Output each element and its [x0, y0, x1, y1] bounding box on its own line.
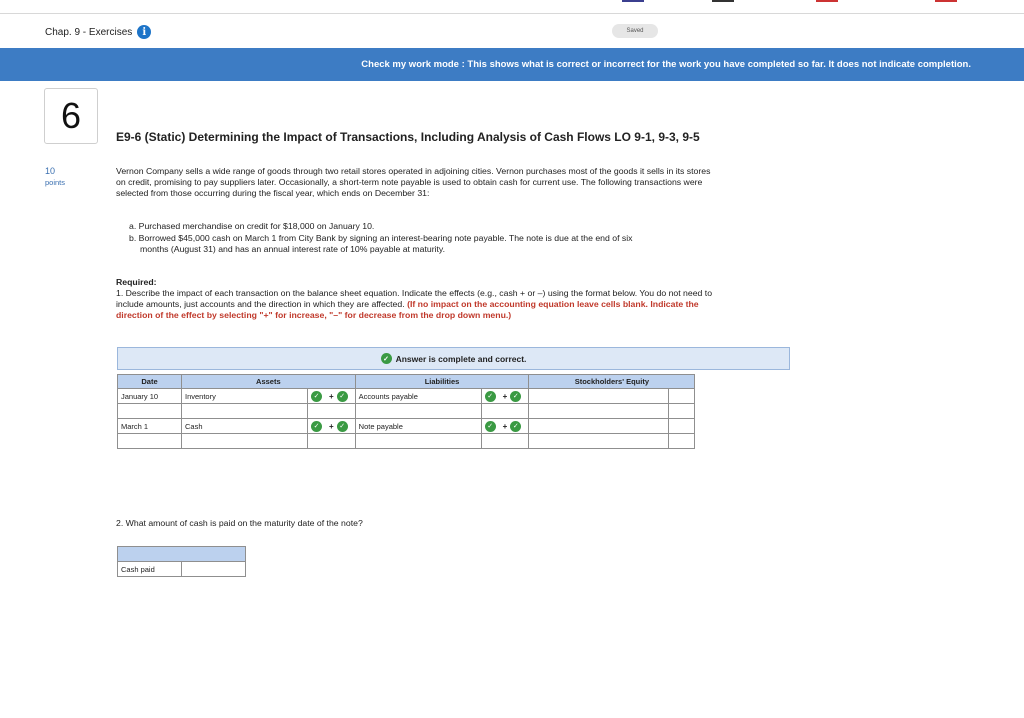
question-number: 6	[44, 88, 98, 144]
liability-sign-cell[interactable]	[481, 419, 529, 434]
check-icon: ✓	[510, 391, 521, 402]
equity-account-cell[interactable]	[529, 389, 669, 404]
asset-account-cell[interactable]	[182, 404, 308, 419]
required-instructions	[116, 288, 716, 321]
check-icon: ✓	[510, 421, 521, 432]
header-liabilities: Liabilities	[355, 375, 529, 389]
cash-paid-input[interactable]	[182, 562, 246, 577]
liability-account-cell[interactable]: Note payable	[355, 419, 481, 434]
asset-sign-cell[interactable]	[308, 404, 356, 419]
equity-sign-cell[interactable]	[669, 434, 695, 449]
header-equity: Stockholders' Equity	[529, 375, 695, 389]
check-icon: ✓	[485, 421, 496, 432]
table-row	[118, 404, 695, 419]
liability-sign[interactable]: +	[502, 391, 508, 401]
table-row	[118, 434, 695, 449]
check-icon: ✓	[311, 391, 322, 402]
info-icon[interactable]: i	[137, 25, 151, 39]
asset-sign-cell[interactable]	[308, 434, 356, 449]
cash-table-header	[118, 547, 246, 562]
answer-status-bar	[117, 347, 790, 370]
toolbar-mark-icon	[816, 0, 838, 2]
answer-status-text: Answer is complete and correct.	[395, 353, 527, 364]
liability-sign[interactable]: +	[502, 421, 508, 431]
toolbar-mark-icon	[622, 0, 644, 2]
asset-account-cell[interactable]: Inventory	[182, 389, 308, 404]
table-row	[118, 389, 695, 404]
toolbar-mark-icon	[712, 0, 734, 2]
toolbar-mark-icon	[935, 0, 957, 2]
table-header-row	[118, 375, 695, 389]
chapter-title[interactable]	[45, 25, 151, 39]
equity-sign-cell[interactable]	[669, 419, 695, 434]
liability-account-cell[interactable]	[355, 434, 481, 449]
table-row	[118, 562, 246, 577]
check-icon: ✓	[337, 391, 348, 402]
required-text: 1. Describe the impact of each transaction on the balance sheet equation. Indicate the effects (e.g., cash + or –) using the format below. You do not need to include amounts, just accounts and the direction in which they are affected.	[116, 288, 713, 309]
equity-account-cell[interactable]	[529, 404, 669, 419]
points-value: 10	[45, 166, 56, 176]
liability-sign-cell[interactable]	[481, 404, 529, 419]
points-label: points	[45, 178, 66, 187]
liability-account-cell[interactable]	[355, 404, 481, 419]
cash-paid-table	[117, 546, 246, 577]
asset-sign[interactable]: +	[329, 421, 334, 431]
saved-status-badge: Saved	[612, 24, 658, 38]
liability-account-cell[interactable]: Accounts payable	[355, 389, 481, 404]
date-cell[interactable]	[118, 404, 182, 419]
asset-sign[interactable]: +	[329, 391, 334, 401]
date-cell[interactable]: March 1	[118, 419, 182, 434]
check-work-banner	[0, 48, 1024, 81]
top-strip	[0, 0, 1024, 14]
question-2-text: 2. What amount of cash is paid on the maturity date of the note?	[116, 518, 363, 528]
equity-account-cell[interactable]	[529, 419, 669, 434]
asset-sign-cell[interactable]	[308, 419, 356, 434]
balance-sheet-table	[117, 374, 695, 449]
asset-sign-cell[interactable]	[308, 389, 356, 404]
chapter-title-text[interactable]: Chap. 9 - Exercises	[45, 26, 133, 38]
transaction-b	[129, 233, 729, 255]
header-date: Date	[118, 375, 182, 389]
required-note: (If no impact on the accounting equation leave cells blank. Indicate the direction of the effect by selecting "+" for increase, "–" for decrease from the drop down menu.)	[116, 299, 699, 320]
assignment-header	[0, 15, 1024, 48]
equity-sign-cell[interactable]	[669, 404, 695, 419]
equity-sign-cell[interactable]	[669, 389, 695, 404]
check-icon: ✓	[311, 421, 322, 432]
check-icon: ✓	[485, 391, 496, 402]
date-cell[interactable]	[118, 434, 182, 449]
asset-account-cell[interactable]	[182, 434, 308, 449]
transaction-b-line1: b. Borrowed $45,000 cash on March 1 from City Bank by signing an interest-bearing note payable. The note is due at the end of six	[129, 233, 633, 243]
check-icon: ✓	[381, 353, 392, 364]
transaction-b-line2: months (August 31) and has an annual interest rate of 10% payable at maturity.	[140, 244, 446, 254]
header-assets: Assets	[182, 375, 356, 389]
required-label: Required:	[116, 277, 157, 287]
transaction-a: a. Purchased merchandise on credit for $18,000 on January 10.	[129, 221, 375, 231]
liability-sign-cell[interactable]	[481, 389, 529, 404]
date-cell[interactable]: January 10	[118, 389, 182, 404]
cash-paid-label: Cash paid	[118, 562, 182, 577]
liability-sign-cell[interactable]	[481, 434, 529, 449]
cash-header-cell	[118, 547, 246, 562]
check-icon: ✓	[337, 421, 348, 432]
table-row	[118, 419, 695, 434]
asset-account-cell[interactable]: Cash	[182, 419, 308, 434]
question-title: E9-6 (Static) Determining the Impact of Transactions, Including Analysis of Cash Flows LO 9-1, 9-3, 9-5	[116, 130, 700, 144]
question-intro: Vernon Company sells a wide range of goods through two retail stores operated in adjoining cities. Vernon purchases most of the goods it sells in its stores on credit, promising to pay suppliers later. Occasionally, a short-term note payable is used to obtain cash for current use. The following transactions were selected from those occurring during the fiscal year, which ends on December 31:	[116, 166, 711, 198]
banner-text: Check my work mode : This shows what is correct or incorrect for the work you have completed so far. It does not indicate completion.	[361, 59, 971, 70]
equity-account-cell[interactable]	[529, 434, 669, 449]
